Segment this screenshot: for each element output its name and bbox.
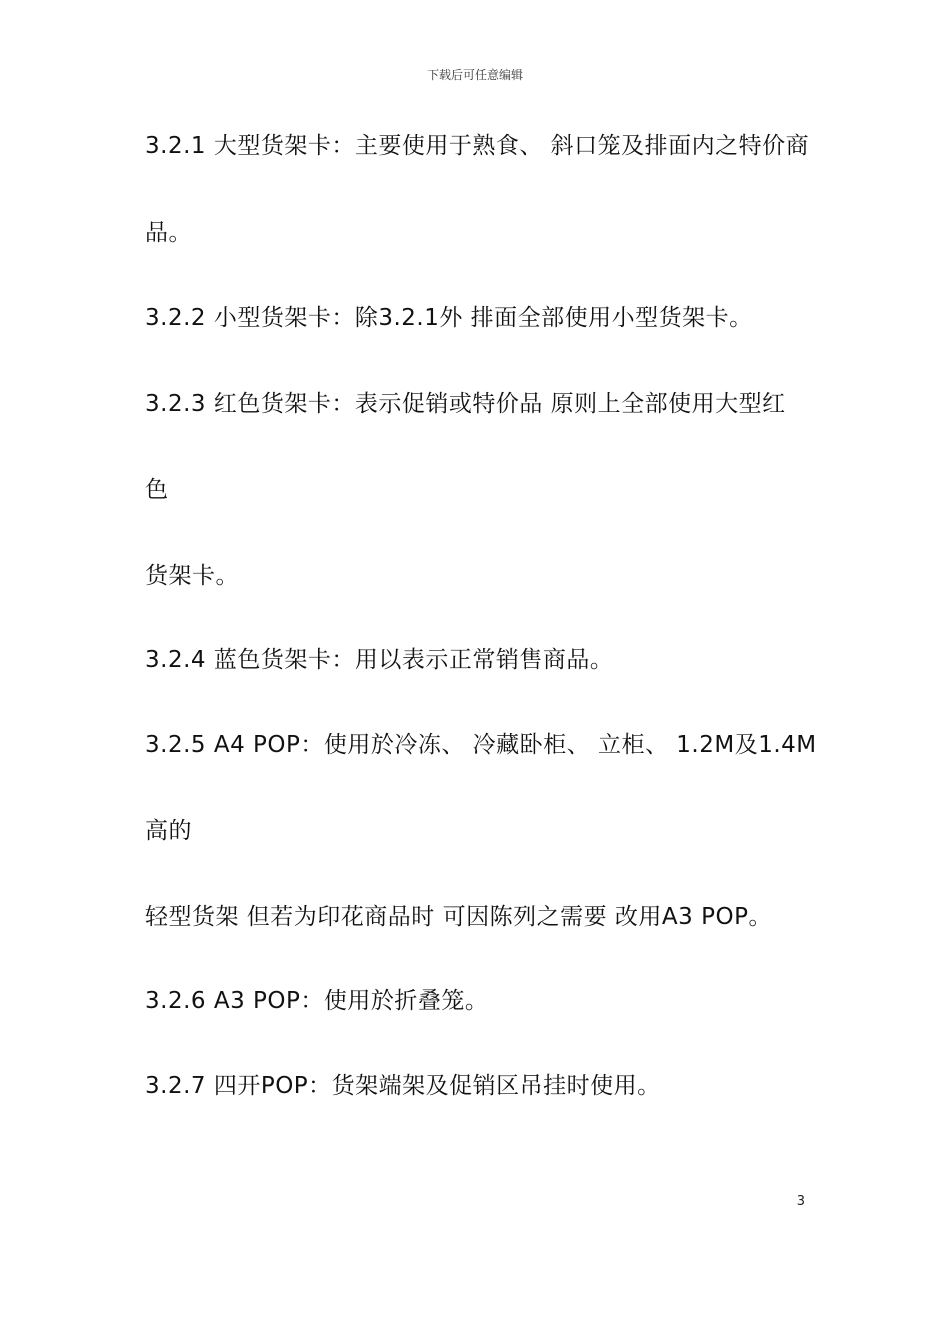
text-line-3-2-7: 3.2.7 四开POP：货架端架及促销区吊挂时使用。 <box>145 1073 661 1099</box>
text-line-3-2-1: 3.2.1 大型货架卡：主要使用于熟食、 斜口笼及排面内之特价商 <box>145 133 810 159</box>
text-line-3-2-6: 3.2.6 A3 POP：使用於折叠笼。 <box>145 988 489 1014</box>
text-line-3-2-3-cont-2: 货架卡。 <box>145 563 239 589</box>
page-number: 3 <box>796 1194 805 1209</box>
text-line-3-2-1-cont: 品。 <box>145 220 192 246</box>
text-line-3-2-3-cont-1: 色 <box>145 477 169 503</box>
text-line-3-2-4: 3.2.4 蓝色货架卡：用以表示正常销售商品。 <box>145 647 614 673</box>
page-header: 下载后可任意编辑 <box>426 68 523 82</box>
text-line-3-2-2: 3.2.2 小型货架卡：除3.2.1外 排面全部使用小型货架卡。 <box>145 305 753 331</box>
text-line-3-2-5-cont-1: 高的 <box>145 818 192 844</box>
text-line-3-2-5: 3.2.5 A4 POP：使用於冷冻、 冷藏卧柜、 立柜、 1.2M及1.4M <box>145 732 817 758</box>
text-line-3-2-3: 3.2.3 红色货架卡：表示促销或特价品 原则上全部使用大型红 <box>145 391 786 417</box>
text-line-3-2-5-cont-2: 轻型货架 但若为印花商品时 可因陈列之需要 改用A3 POP。 <box>145 904 772 930</box>
